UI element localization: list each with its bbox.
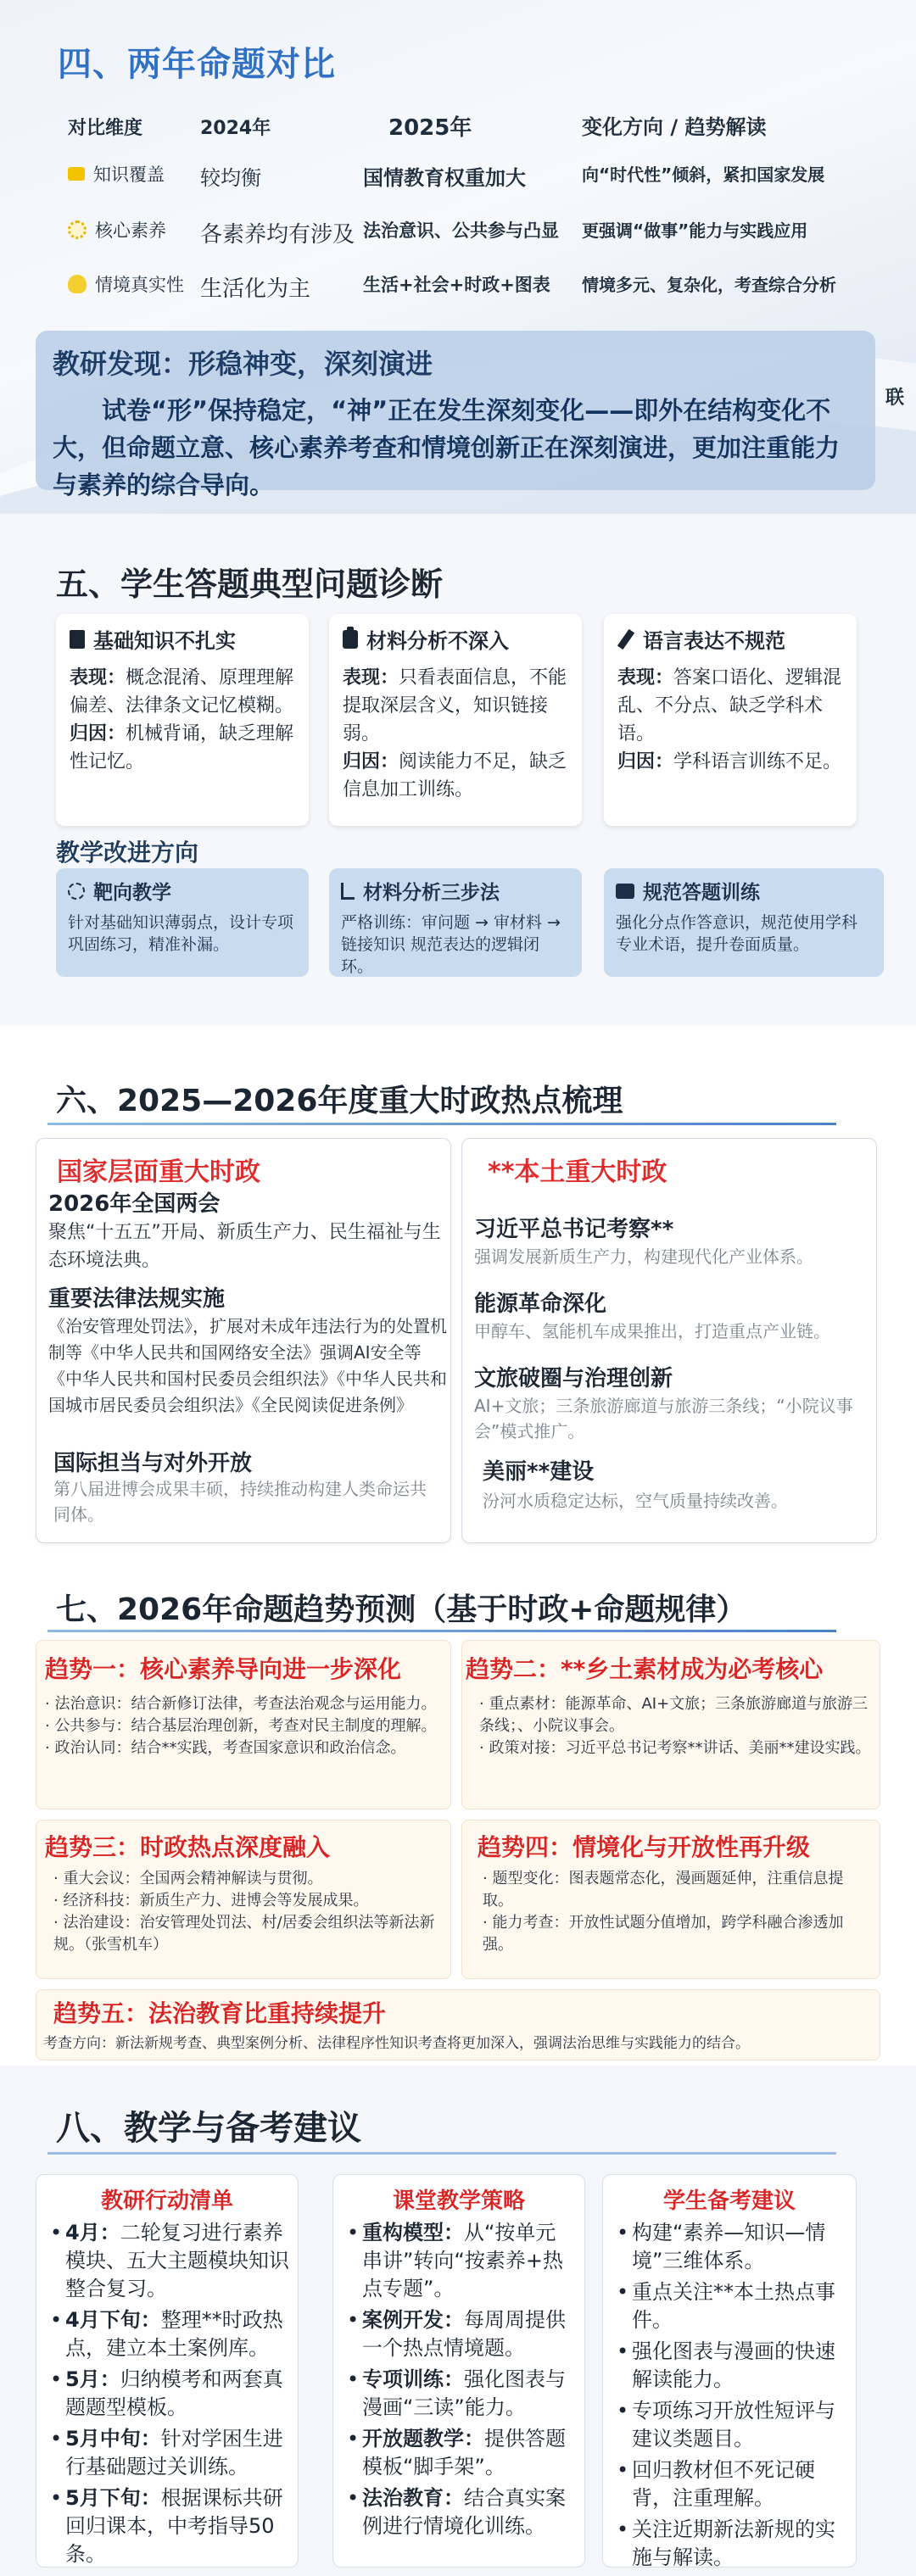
- dimension-label: 知识覆盖: [93, 164, 165, 185]
- advice-item: • 法治教育：结合真实案例进行情境化训练。: [347, 2484, 576, 2540]
- issue-title: 材料分析不深入: [366, 629, 509, 653]
- clipboard-icon: [343, 630, 358, 649]
- improvement-card: [329, 868, 582, 977]
- section-diagnosis: [0, 514, 916, 1026]
- trend-body: · 重点素材：能源革命、AI+文旅；三条旅游廊道与旅游三条线；、小院议事会。 · 政策对接：习近平总书记考察**讲话、美丽**建设实践。: [479, 1695, 871, 1757]
- topic-title: 习近平总书记考察**: [474, 1217, 674, 1242]
- trend-card: [36, 1989, 880, 2060]
- cause-label: 归因：: [70, 723, 126, 744]
- section-title: 六、2025—2026年度重大时政热点梳理: [56, 1084, 623, 1118]
- trend-value: 情境多元、复杂化，考查综合分析: [582, 275, 836, 295]
- title-underline: [47, 2152, 836, 2155]
- improvement-title: 规范答题训练: [643, 882, 760, 904]
- advice-item: • 5月：归纳模考和两套真题题型模板。: [50, 2366, 289, 2422]
- trend-card: [461, 1820, 880, 1979]
- issue-card: [604, 614, 857, 826]
- target-icon: [68, 883, 85, 900]
- issue-title: 基础知识不扎实: [93, 629, 236, 653]
- issue-card: [329, 614, 582, 826]
- local-topics-card: [461, 1138, 877, 1543]
- cause-label: 归因：: [617, 751, 674, 772]
- comparison-row: [0, 271, 916, 314]
- improvement-body: 严格训练：审问题 → 审材料 →链接知识 规范表达的逻辑闭环。: [341, 913, 561, 976]
- topic-body: AI+文旅；三条旅游廊道与旅游三条线；“小院议事会”模式推广。: [474, 1396, 853, 1441]
- value-2024: 各素养均有涉及: [200, 222, 355, 248]
- column-header: 2024年: [200, 118, 271, 139]
- improvement-title: 材料分析三步法: [363, 882, 500, 904]
- cause-label: 归因：: [343, 751, 399, 772]
- improvement-title: 靶向教学: [93, 882, 171, 904]
- trend-body: · 法治意识：结合新修订法律，考查法治观念与运用能力。 · 公共参与：结合基层治理创新，考查对民主制度的理解。 · 政治认同：结合**实践，考查国家意识和政治信念。: [45, 1695, 437, 1757]
- performance-label: 表现：: [617, 667, 674, 689]
- advice-item: • 强化图表与漫画的快速解读能力。: [617, 2338, 847, 2394]
- comparison-row: [0, 217, 916, 259]
- bulb-icon: [68, 275, 87, 293]
- trend-title: 趋势三：时政热点深度融入: [45, 1833, 331, 1861]
- steps-icon: [341, 883, 355, 900]
- topic-body: 汾河水质稳定达标，空气质量持续改善。: [483, 1491, 788, 1511]
- performance-text: 概念混淆、原理理解偏差、法律条文记忆模糊。: [70, 667, 294, 716]
- topic-body: 第八届进博会成果丰硕，持续推动构建人类命运共同体。: [53, 1479, 427, 1525]
- value-2025: 生活+社会+时政+图表: [363, 275, 550, 295]
- trend-card: [461, 1640, 880, 1809]
- trend-body: · 题型变化：图表题常态化，漫画题延伸，注重信息提取。 · 能力考查：开放性试题分值增加，跨学科融合渗透加强。: [483, 1870, 844, 1954]
- advice-item: • 关注近期新法新规的实施与解读。: [617, 2516, 847, 2572]
- advice-item: • 构建“素养—知识—情境”三维体系。: [617, 2219, 847, 2275]
- trend-value: 向“时代性”倾斜，紧扣国家发展: [582, 164, 825, 185]
- advice-heading: 学生备考建议: [662, 2188, 796, 2214]
- trend-title: 趋势四：情境化与开放性再升级: [478, 1833, 811, 1861]
- topic-title: 文旅破圈与治理创新: [474, 1366, 673, 1391]
- advice-item: • 4月：二轮复习进行素养模块、五大主题模块知识整合复习。: [50, 2219, 289, 2303]
- section-title: 五、学生答题典型问题诊断: [56, 566, 444, 603]
- trend-title: 趋势一：核心素养导向进一步深化: [45, 1655, 402, 1683]
- trend-title: 趋势二：**乡土素材成为必考核心: [466, 1655, 824, 1683]
- topic-title: 重要法律法规实施: [48, 1286, 226, 1312]
- advice-item: • 4月下旬：整理**时政热点，建立本土案例库。: [50, 2306, 289, 2362]
- advice-list: [50, 2219, 289, 2572]
- section-hot-topics: [0, 1026, 916, 1557]
- improvement-card: [56, 868, 309, 977]
- topic-body: 《治安管理处罚法》，扩展对未成年违法行为的处置机制等《中华人民共和国网络安全法》强调AI安全等《中华人民共和国村民委员会组织法》《中华人民共和国城市居民委员会组织法》《全民阅读促进条例》: [48, 1316, 447, 1415]
- advice-item: • 回归教材但不死记硬背，注重理解。: [617, 2456, 847, 2512]
- section-trend-forecast: [0, 1557, 916, 2066]
- national-topics-card: [36, 1138, 451, 1543]
- trend-body: 考查方向：新法新规考查、典型案例分析、法律程序性知识考查将更加深入，强调法治思维与实践能力的结合。: [43, 2035, 750, 2052]
- card-heading: **本土重大时政: [488, 1157, 667, 1187]
- topic-title: 2026年全国两会: [48, 1191, 221, 1217]
- research-finding-box: [36, 331, 875, 499]
- topic-body: 甲醇车、氢能机车成果推出，打造重点产业链。: [474, 1321, 830, 1341]
- cause-text: 机械背诵，缺乏理解性记忆。: [70, 723, 294, 772]
- topic-body: 强调发展新质生产力，构建现代化产业体系。: [474, 1246, 813, 1267]
- section-title: 四、两年命题对比: [58, 45, 336, 84]
- section-title: 八、教学与备考建议: [56, 2109, 361, 2148]
- performance-text: 只看表面信息，不能提取深层含义，知识链接弱。: [343, 667, 567, 744]
- comparison-row: [0, 161, 916, 204]
- advice-item: • 重点关注**本土热点事件。: [617, 2278, 847, 2334]
- column-header: 变化方向 / 趋势解读: [582, 115, 767, 139]
- finding-body: 试卷“形”保持稳定，“神”正在发生深刻变化——即外在结构变化不大，但命题立意、核心素养考查和情境创新正在深刻演进，更加注重能力与素养的综合导向。: [53, 396, 841, 499]
- card-heading: 国家层面重大时政: [57, 1157, 260, 1187]
- improvement-heading: 教学改进方向: [56, 839, 199, 867]
- advice-item: • 重构模型：从“按单元串讲”转向“按素养+热点专题”。: [347, 2219, 576, 2303]
- improvement-card: [604, 868, 884, 977]
- value-2024: 生活化为主: [200, 276, 311, 302]
- cropped-text: 联: [885, 388, 905, 409]
- topic-title: 美丽**建设: [483, 1459, 595, 1485]
- pen-icon: [617, 628, 634, 649]
- trend-value: 更强调“做事”能力与实践应用: [582, 220, 808, 241]
- advice-card: [602, 2174, 857, 2568]
- advice-item: • 专项训练：强化图表与漫画“三读”能力。: [347, 2366, 576, 2422]
- advice-item: • 专项练习开放性短评与建议类题目。: [617, 2397, 847, 2453]
- column-header: 2025年: [388, 115, 472, 141]
- advice-item: • 开放题教学：提供答题模板“脚手架”。: [347, 2425, 576, 2481]
- section-comparison: [0, 0, 916, 514]
- advice-card: [332, 2174, 585, 2568]
- section-title: 七、2026年命题趋势预测（基于时政+命题规律）: [56, 1592, 747, 1627]
- title-underline: [47, 1630, 836, 1632]
- column-header: 对比维度: [68, 118, 143, 139]
- advice-card: [36, 2174, 299, 2568]
- performance-text: 答案口语化、逻辑混乱、不分点、缺乏学科术语。: [617, 667, 842, 744]
- briefcase-icon: [616, 884, 634, 899]
- dimension-label: 情境真实性: [95, 275, 184, 295]
- performance-label: 表现：: [70, 667, 126, 689]
- cause-text: 阅读能力不足，缺乏信息加工训练。: [343, 751, 567, 800]
- trend-card: [36, 1820, 451, 1979]
- value-2025: 国情教育权重加大: [363, 166, 526, 190]
- sun-icon: [68, 220, 87, 239]
- topic-title: 能源革命深化: [474, 1291, 607, 1317]
- advice-heading: 课堂教学策略: [392, 2188, 525, 2214]
- performance-label: 表现：: [343, 667, 399, 689]
- issue-title: 语言表达不规范: [643, 629, 785, 653]
- value-2025: 法治意识、公共参与凸显: [363, 220, 559, 241]
- advice-list: [617, 2219, 847, 2575]
- book-icon: [70, 630, 85, 649]
- section-teaching-advice: [0, 2066, 916, 2576]
- trend-card: [36, 1640, 451, 1809]
- square-icon: [68, 167, 85, 181]
- title-underline: [47, 1123, 836, 1125]
- improvement-body: 强化分点作答意识，规范使用学科专业术语，提升卷面质量。: [616, 913, 858, 954]
- trend-body: · 重大会议：全国两会精神解读与贯彻。 · 经济科技：新质生产力、进博会等发展成果。 · 法治建设：治安管理处罚法、村/居委会组织法等新法新规。（张雪机车）: [53, 1870, 435, 1954]
- improvement-body: 针对基础知识薄弱点，设计专项巩固练习，精准补漏。: [68, 913, 294, 954]
- topic-body: 聚焦“十五五”开局、新质生产力、民生福祉与生态环境法典。: [48, 1222, 441, 1271]
- advice-heading: 教研行动清单: [100, 2188, 233, 2214]
- advice-list: [347, 2219, 576, 2544]
- issue-card: [56, 614, 309, 826]
- value-2024: 较均衡: [200, 166, 261, 190]
- finding-heading: 教研发现：形稳神变，深刻演进: [53, 348, 433, 380]
- cause-text: 学科语言训练不足。: [673, 751, 842, 772]
- advice-item: • 5月下旬：根据课标共研回归课本，中考指导50条。: [50, 2484, 289, 2568]
- topic-title: 国际担当与对外开放: [53, 1451, 253, 1476]
- dimension-label: 核心素养: [95, 220, 166, 241]
- trend-title: 趋势五：法治教育比重持续提升: [53, 1999, 387, 2027]
- advice-item: • 案例开发：每周周提供一个热点情境题。: [347, 2306, 576, 2362]
- advice-item: • 5月中旬：针对学困生进行基础题过关训练。: [50, 2425, 289, 2481]
